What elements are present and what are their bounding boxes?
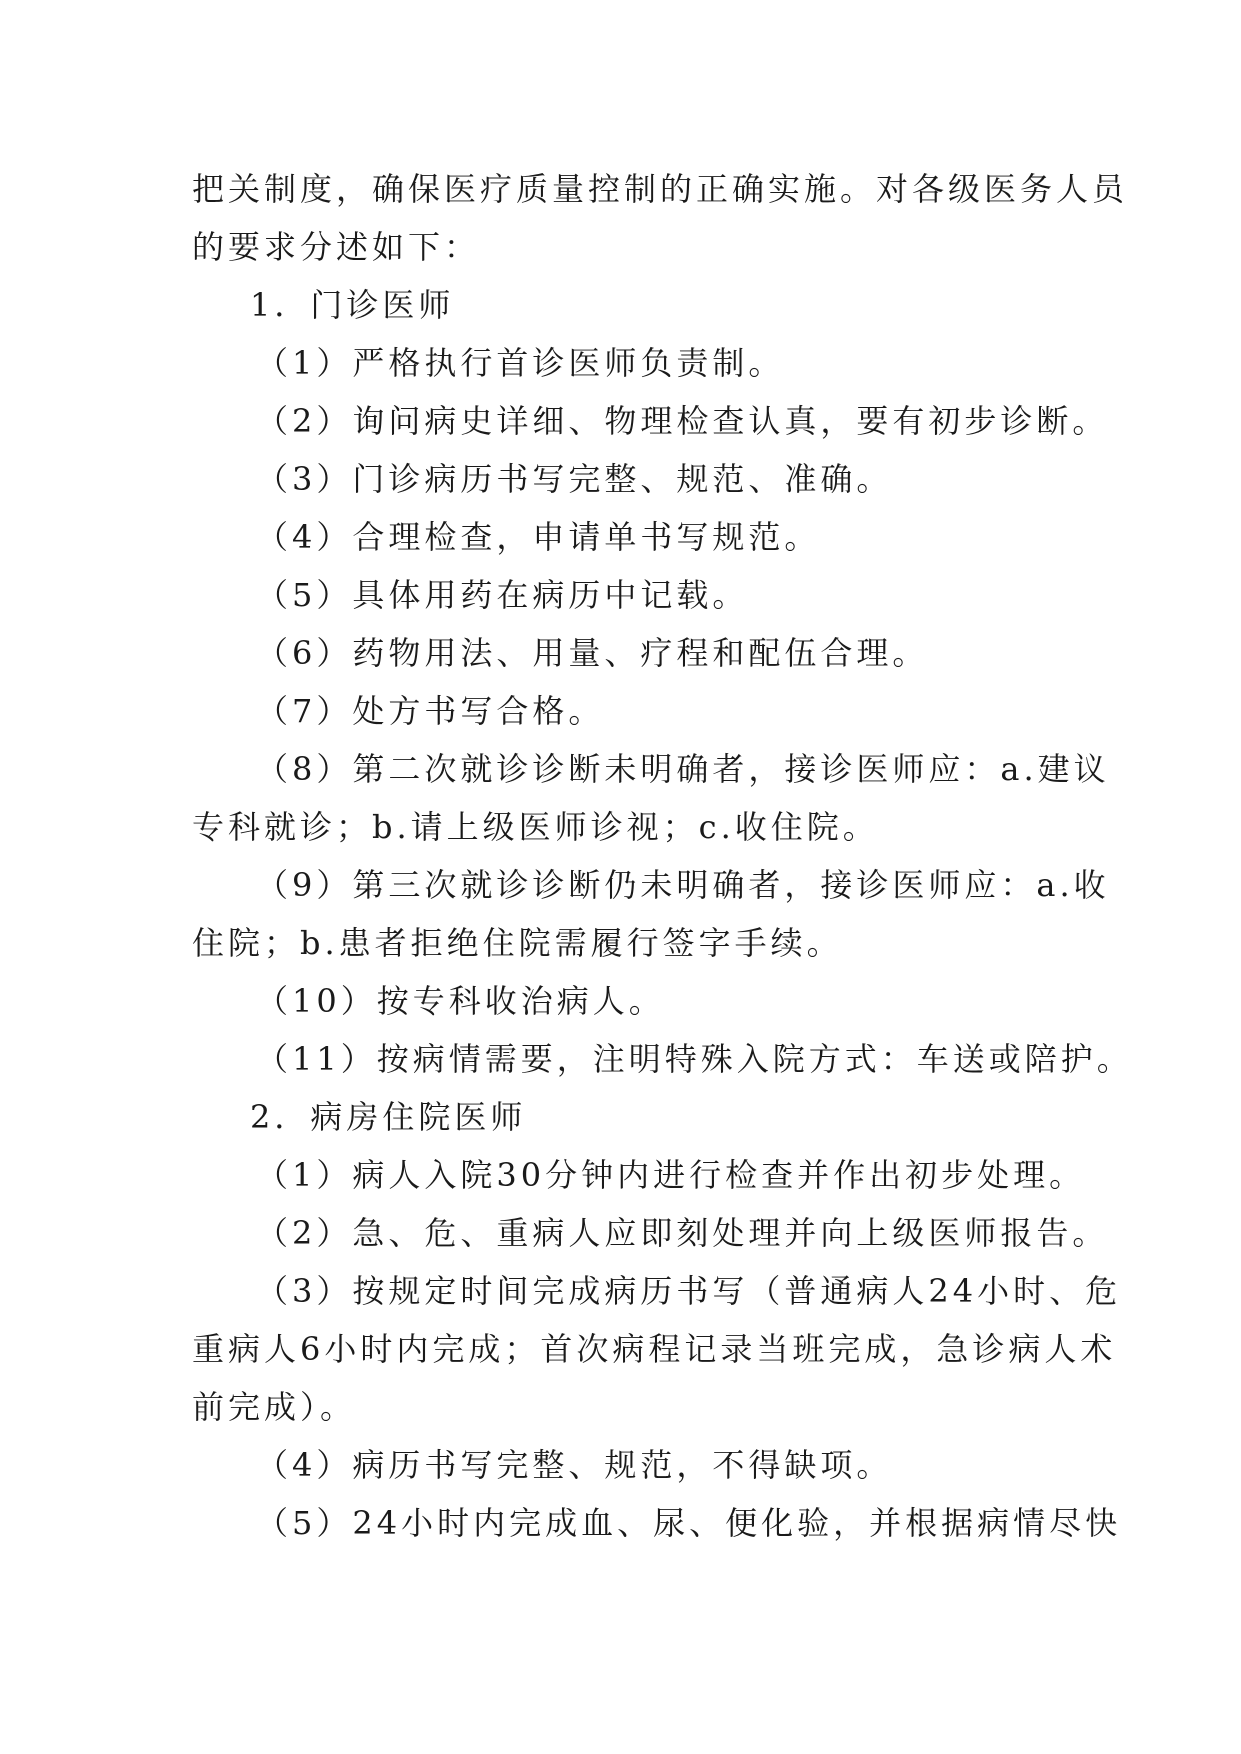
list-item-continuation: 住院；b.患者拒绝住院需履行签字手续。	[192, 924, 843, 962]
list-item-continuation: 专科就诊；b.请上级医师诊视；c.收住院。	[192, 808, 879, 846]
paragraph-line: 的要求分述如下：	[192, 228, 481, 266]
list-item: （11）按病情需要，注明特殊入院方式：车送或陪护。	[256, 1040, 1133, 1078]
list-item-continuation: 重病人6小时内完成；首次病程记录当班完成，急诊病人术	[192, 1330, 1117, 1368]
list-item: （3）门诊病历书写完整、规范、准确。	[256, 460, 893, 498]
list-item: （8）第二次就诊诊断未明确者，接诊医师应：a.建议	[256, 750, 1110, 788]
list-item: （1）病人入院30分钟内进行检查并作出初步处理。	[256, 1156, 1086, 1194]
list-item: （7）处方书写合格。	[256, 692, 605, 730]
list-item: （5）24小时内完成血、尿、便化验，并根据病情尽快	[256, 1504, 1122, 1542]
list-item: （5）具体用药在病历中记载。	[256, 576, 749, 614]
list-item: （4）病历书写完整、规范，不得缺项。	[256, 1446, 893, 1484]
document-body	[192, 160, 1133, 1552]
list-item: （2）急、危、重病人应即刻处理并向上级医师报告。	[256, 1214, 1109, 1252]
section-heading: 2．病房住院医师	[250, 1098, 527, 1136]
paragraph-line: 把关制度，确保医疗质量控制的正确实施。对各级医务人员	[192, 170, 1129, 208]
list-item: （10）按专科收治病人。	[256, 982, 665, 1020]
list-item: （4）合理检查，申请单书写规范。	[256, 518, 821, 556]
list-item: （1）严格执行首诊医师负责制。	[256, 344, 785, 382]
list-item-continuation: 前完成）。	[192, 1388, 357, 1426]
list-item: （3）按规定时间完成病历书写（普通病人24小时、危	[256, 1272, 1122, 1310]
list-item: （2）询问病史详细、物理检查认真，要有初步诊断。	[256, 402, 1109, 440]
list-item: （9）第三次就诊诊断仍未明确者，接诊医师应：a.收	[256, 866, 1110, 904]
section-heading: 1．门诊医师	[250, 286, 455, 324]
list-item: （6）药物用法、用量、疗程和配伍合理。	[256, 634, 929, 672]
